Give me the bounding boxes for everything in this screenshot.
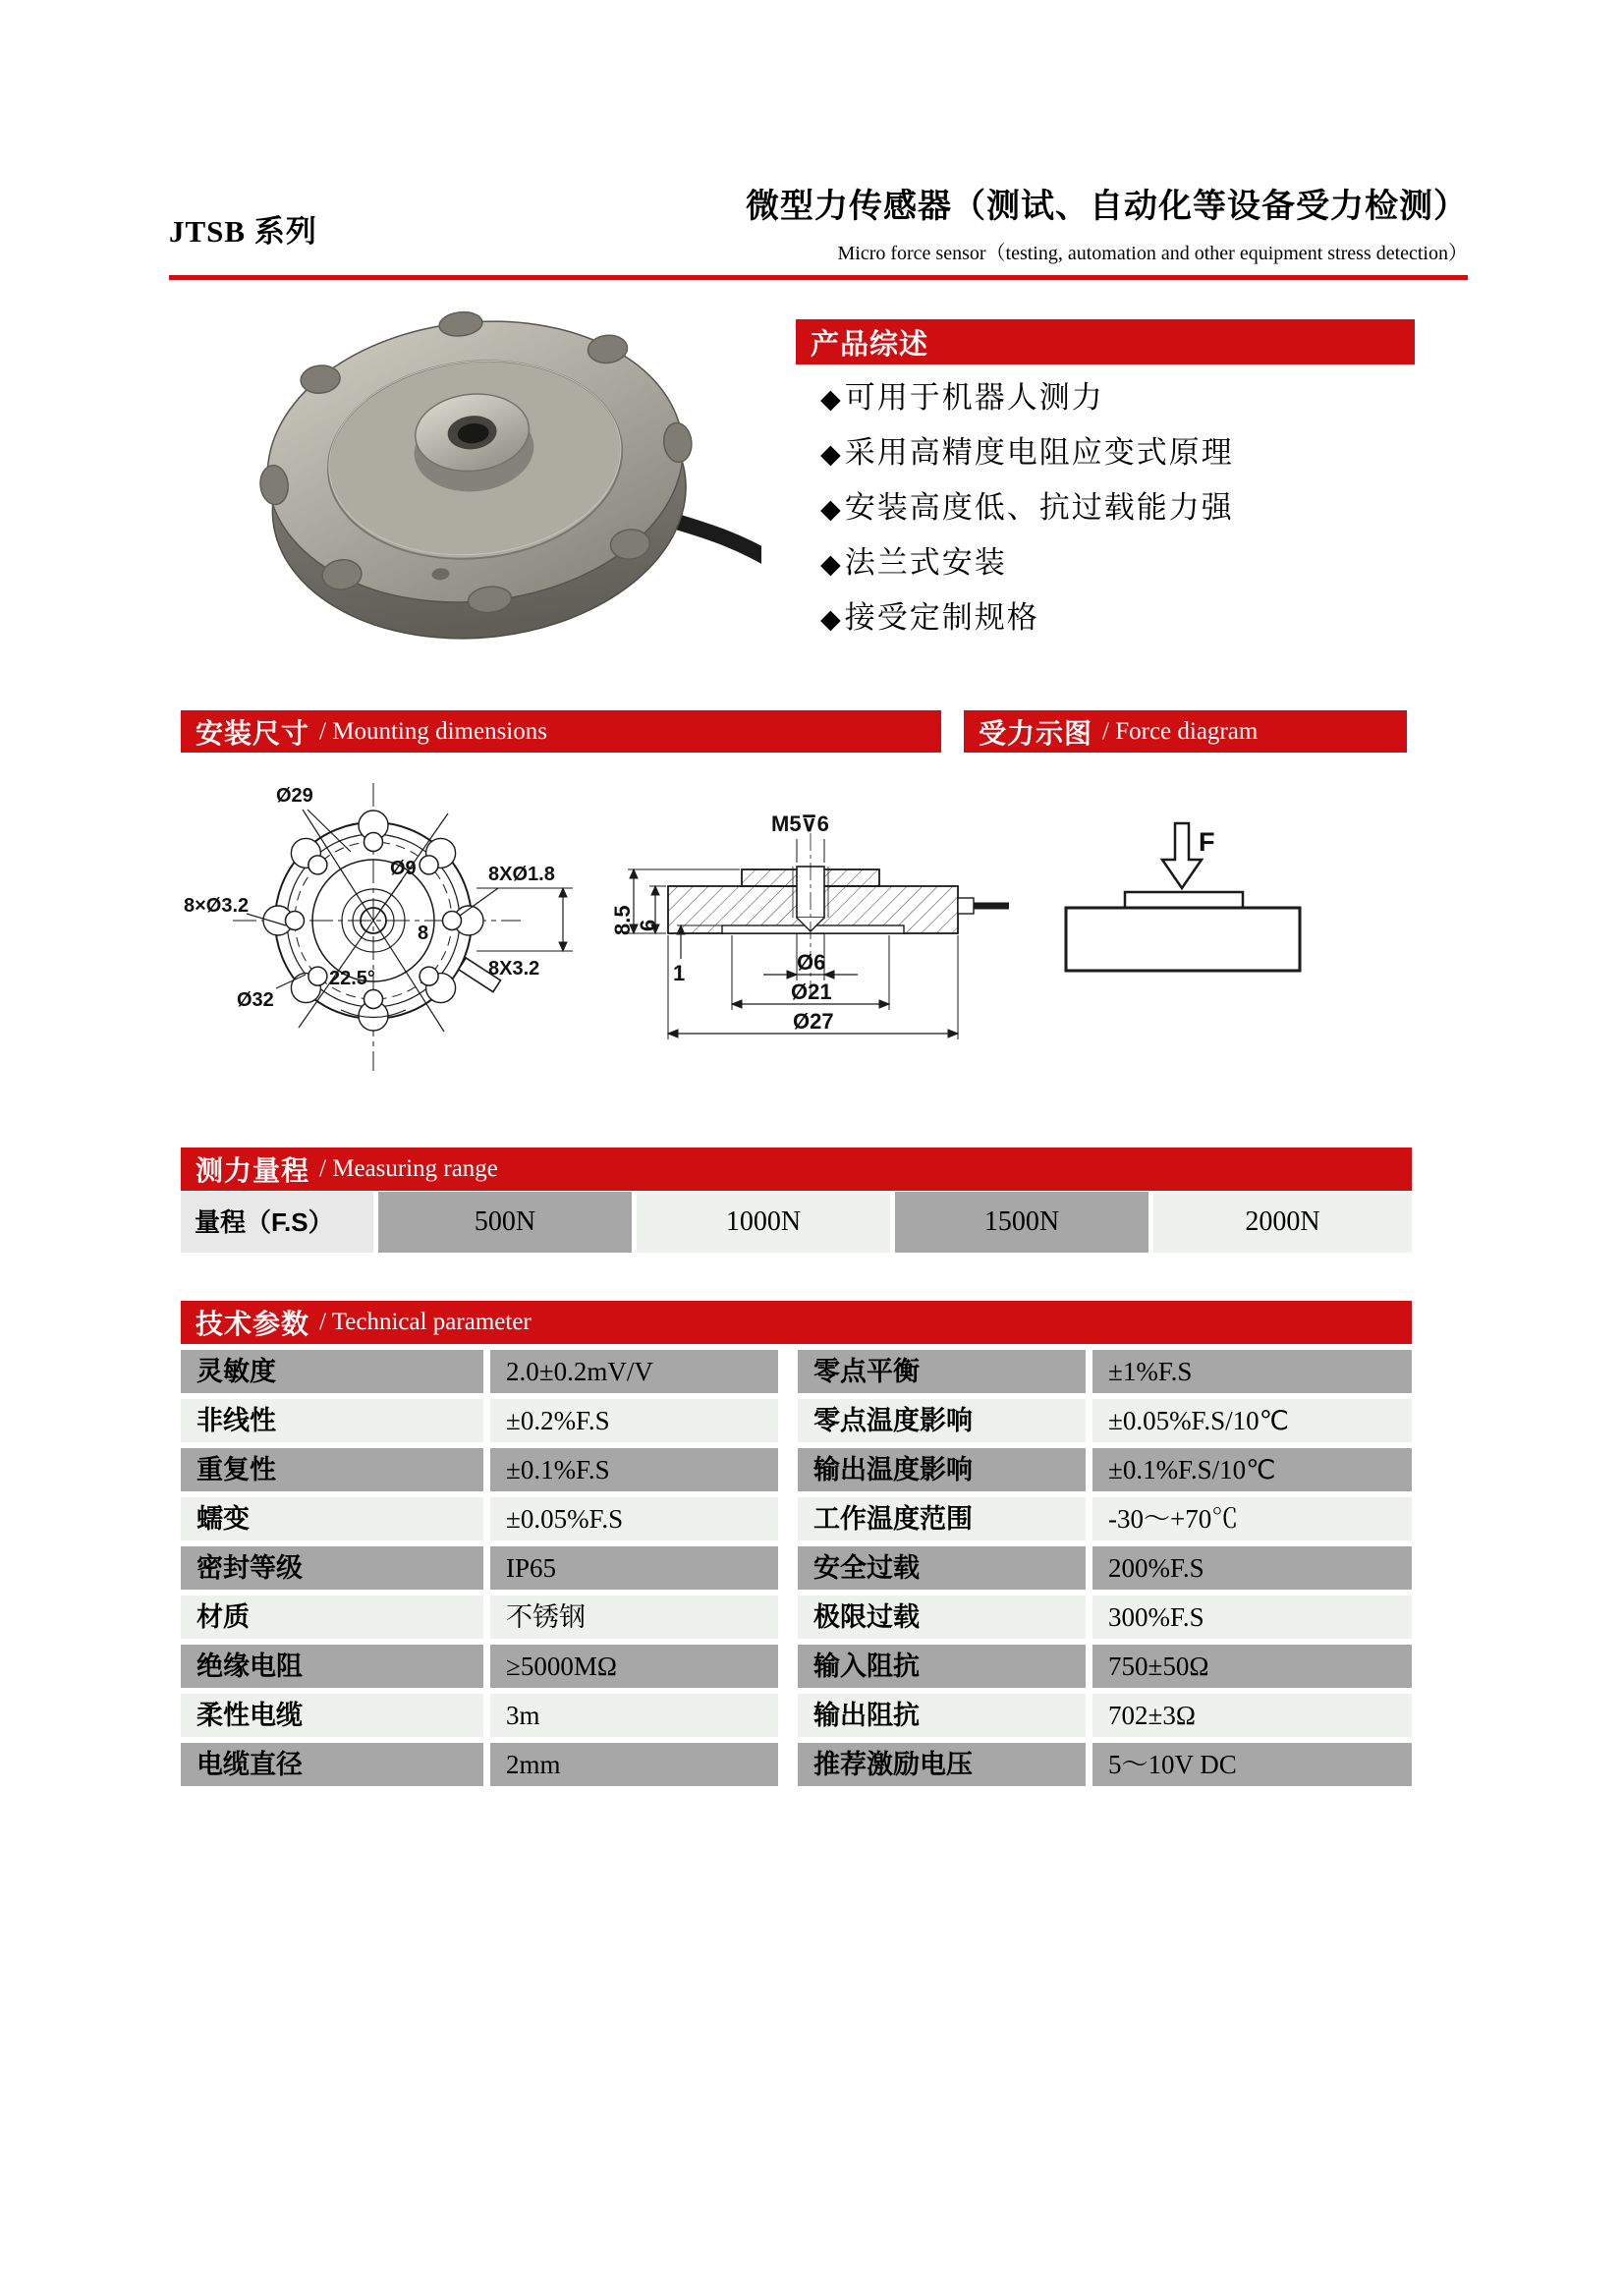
page-subtitle: Micro force sensor（testing, automation and other equipment stress detection） — [837, 243, 1468, 264]
table-row: 柔性电缆 3m 输出阻抗 702±3Ω — [181, 1694, 1412, 1737]
table-row: 电缆直径 2mm 推荐激励电压 5～10V DC — [181, 1743, 1412, 1786]
list-item: ◆安装高度低、抗过载能力强 — [820, 490, 1234, 525]
dim-label: Ø27 — [793, 1009, 834, 1034]
dim-label: Ø29 — [276, 785, 313, 807]
overview-bullet-list — [820, 370, 1449, 645]
diamond-bullet-icon: ◆ — [820, 604, 843, 634]
range-value: 500N — [378, 1192, 632, 1253]
dim-label: M5⊽6 — [771, 812, 829, 836]
force-diagram — [1041, 786, 1356, 992]
table-row: 蠕变 ±0.05%F.S 工作温度范围 -30～+70℃ — [181, 1497, 1412, 1540]
overview-heading: 产品综述 — [811, 328, 929, 361]
force-diagram-header: 受力示图 / Force diagram — [964, 710, 1407, 753]
range-value: 1500N — [895, 1192, 1148, 1253]
table-row: 灵敏度 2.0±0.2mV/V 零点平衡 ±1%F.S — [181, 1350, 1412, 1393]
table-row: 非线性 ±0.2%F.S 零点温度影响 ±0.05%F.S/10℃ — [181, 1399, 1412, 1442]
list-item: ◆采用高精度电阻应变式原理 — [820, 435, 1234, 470]
dim-label: Ø6 — [797, 950, 826, 975]
table-row: 绝缘电阻 ≥5000MΩ 输入阻抗 750±50Ω — [181, 1645, 1412, 1688]
range-value: 2000N — [1153, 1192, 1412, 1253]
dim-label: 8XØ1.8 — [488, 864, 555, 885]
dim-label: 8.5 — [610, 905, 635, 935]
dim-label: 8 — [418, 923, 429, 944]
dim-label: 8×Ø3.2 — [184, 895, 250, 917]
product-photo — [192, 307, 761, 645]
technical-parameter-table — [181, 1350, 1412, 1792]
table-row: 材质 不锈钢 极限过载 300%F.S — [181, 1596, 1412, 1639]
diamond-bullet-icon: ◆ — [820, 549, 843, 579]
overview-header — [796, 319, 1415, 364]
mounting-drawing-top-view — [182, 758, 653, 1147]
dim-label: 6 — [636, 919, 660, 931]
range-value: 1000N — [637, 1192, 890, 1253]
dim-label: Ø9 — [390, 858, 417, 879]
dim-label: 8X3.2 — [488, 958, 540, 980]
dim-label: 1 — [673, 961, 686, 985]
diamond-bullet-icon: ◆ — [820, 494, 843, 524]
force-arrow-icon — [1162, 823, 1202, 888]
range-label: 量程（F.S） — [181, 1192, 373, 1253]
force-label: F — [1199, 827, 1215, 857]
measuring-range-header: 测力量程 / Measuring range — [181, 1148, 1412, 1191]
header-rule — [169, 275, 1468, 280]
dim-label: Ø32 — [237, 989, 274, 1011]
list-item: ◆法兰式安装 — [820, 545, 1007, 580]
list-item: ◆接受定制规格 — [820, 600, 1039, 635]
series-name: JTSB 系列 — [169, 214, 317, 249]
technical-parameter-header: 技术参数 / Technical parameter — [181, 1301, 1412, 1344]
mounting-dimensions-header: 安装尺寸 / Mounting dimensions — [181, 710, 941, 753]
measuring-range-row — [181, 1192, 1412, 1253]
table-row: 密封等级 IP65 安全过载 200%F.S — [181, 1546, 1412, 1590]
page-title: 微型力传感器（测试、自动化等设备受力检测） — [746, 188, 1468, 225]
list-item: ◆可用于机器人测力 — [820, 380, 1104, 415]
dim-label: 22.5° — [329, 968, 375, 989]
table-row: 重复性 ±0.1%F.S 输出温度影响 ±0.1%F.S/10℃ — [181, 1448, 1412, 1491]
diamond-bullet-icon: ◆ — [820, 384, 843, 414]
mounting-drawing-section-view — [604, 776, 1027, 1071]
diamond-bullet-icon: ◆ — [820, 439, 843, 469]
dim-label: Ø21 — [791, 980, 832, 1004]
